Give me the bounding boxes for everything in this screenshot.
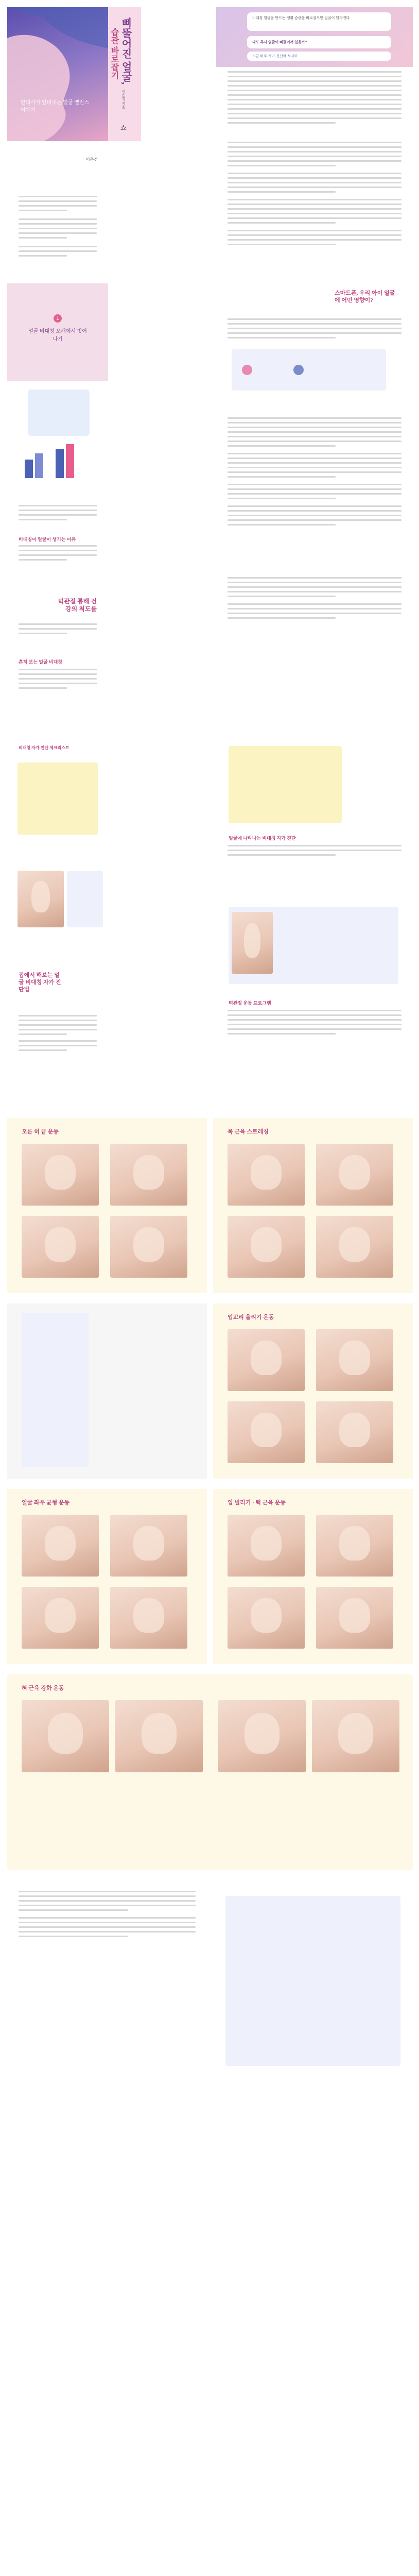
exercise-3-list bbox=[22, 1313, 89, 1467]
people-illustration bbox=[28, 389, 90, 436]
text-page-1-body bbox=[228, 142, 401, 265]
exercise-4-photo-a bbox=[22, 1515, 99, 1577]
self-check-box bbox=[229, 746, 342, 823]
text-page-5 bbox=[213, 1880, 413, 2087]
smartphone-infobox bbox=[232, 349, 386, 391]
checklist-page bbox=[7, 742, 108, 845]
bar-graph bbox=[20, 439, 97, 480]
exercise-3-title: 입꼬리 올리기 운동 bbox=[228, 1314, 274, 1320]
text-page-4 bbox=[7, 1880, 207, 2087]
exercise-5-photo-d bbox=[316, 1587, 393, 1649]
exercise-page-5 bbox=[7, 1489, 207, 1664]
closing-list-box bbox=[225, 1896, 400, 2066]
section-title-program: 턱관절 운동 프로그램 bbox=[229, 1001, 271, 1006]
exercise-6-photo-c bbox=[218, 1700, 306, 1772]
back-cta: 지금 바로 자가 진단해 보세요 bbox=[252, 55, 298, 58]
text-page-4-body bbox=[19, 1891, 196, 2071]
exercise-3-photo-b bbox=[316, 1329, 393, 1391]
infobox-icon-right bbox=[293, 365, 304, 375]
self-check-page bbox=[216, 742, 413, 886]
exercise-1-photo-b bbox=[110, 1144, 187, 1206]
section-title-self-check: 얼굴에 나타나는 비대칭 자가 진단 bbox=[229, 836, 296, 841]
tmj-program-page bbox=[216, 902, 413, 1108]
face-photo-page bbox=[7, 855, 108, 958]
home-check-title-page bbox=[7, 969, 108, 1103]
author-bio-text bbox=[19, 196, 97, 258]
tmj-text bbox=[19, 623, 97, 634]
exercise-page-3 bbox=[7, 1303, 207, 1479]
section-title-reasons: 비대칭이 얼굴이 생기는 이유 bbox=[19, 537, 76, 542]
checklist-box bbox=[18, 762, 98, 835]
exercise-3-photo-a bbox=[228, 1329, 305, 1391]
reasons-text-1 bbox=[19, 505, 97, 531]
text-page-3 bbox=[216, 567, 413, 696]
back-question: 나도 혹시 얼굴이 삐뚤어져 있을까? bbox=[252, 41, 307, 44]
back-blurb: 비대칭 얼굴을 만드는 생활 습관을 바로잡으면 얼굴이 달라진다 bbox=[252, 16, 350, 20]
reasons-page bbox=[7, 495, 108, 587]
section-title-home-check: 집에서 해보는 얼굴 비대칭 자가 진단법 bbox=[19, 972, 61, 993]
common-asymmetry-page bbox=[7, 654, 108, 732]
program-text bbox=[228, 1010, 401, 1092]
exercise-2-photo-c bbox=[228, 1216, 305, 1278]
diagnostic-box bbox=[67, 871, 103, 927]
exercise-1-title: 오른 혀 끝 운동 bbox=[22, 1129, 59, 1135]
face-photo bbox=[18, 871, 64, 927]
infobox-icon-left bbox=[242, 365, 252, 375]
preface-page bbox=[216, 67, 413, 129]
exercise-4-photo-b bbox=[110, 1515, 187, 1577]
common-text bbox=[19, 669, 97, 716]
exercise-1-photo-a bbox=[22, 1144, 99, 1206]
book-spine bbox=[108, 7, 141, 141]
section-title-tmj: 턱관절 통해 건강의 척도를 bbox=[58, 598, 97, 613]
home-check-text bbox=[19, 1015, 97, 1087]
exercise-5-photo-c bbox=[228, 1587, 305, 1649]
exercise-6-title: 혀 근육 강화 운동 bbox=[22, 1685, 64, 1691]
section-page-smartphone bbox=[216, 282, 413, 406]
spine-author: 이은경 지음 bbox=[121, 90, 125, 109]
exercise-1-photo-d bbox=[110, 1216, 187, 1278]
author-page bbox=[7, 149, 108, 273]
exercise-6-photo-b bbox=[115, 1700, 203, 1772]
exercise-page-1 bbox=[7, 1118, 207, 1293]
text-page-1 bbox=[216, 131, 413, 281]
section-title-smartphone: 스마트폰, 우리 아이 얼굴에 어떤 영향이? bbox=[335, 290, 395, 303]
exercise-page-4 bbox=[213, 1303, 413, 1479]
book-cover-back bbox=[216, 7, 413, 67]
cover-subtitle: 한의사가 알려주는 얼굴 밸런스 이야기 bbox=[21, 100, 90, 113]
exercise-page-6 bbox=[213, 1489, 413, 1664]
section-title-common: 흔히 보는 얼굴 비대칭 bbox=[19, 659, 62, 665]
exercise-1-photo-c bbox=[22, 1216, 99, 1278]
exercise-6-photo-a bbox=[22, 1700, 109, 1772]
exercise-4-photo-c bbox=[22, 1587, 99, 1649]
text-page-3-body bbox=[228, 577, 401, 680]
exercise-2-photo-a bbox=[228, 1144, 305, 1206]
chapter-title: 얼굴 비대칭 오해에서 벗어나기 bbox=[28, 329, 87, 342]
program-photo bbox=[232, 912, 273, 974]
self-check-text bbox=[228, 845, 401, 871]
tmj-title-page bbox=[7, 592, 108, 649]
spine-publisher-mark: 쇼 bbox=[120, 124, 127, 131]
checklist-title: 비대칭 자가 진단 체크리스트 bbox=[19, 745, 69, 750]
face-profile-illustration bbox=[7, 7, 108, 141]
text-page-2 bbox=[216, 407, 413, 562]
preface-text bbox=[228, 71, 401, 113]
book-cover-front bbox=[7, 7, 108, 141]
exercise-page-7 bbox=[7, 1674, 413, 1870]
exercise-4-photo-d bbox=[110, 1587, 187, 1649]
chapter-number: 1 bbox=[54, 314, 62, 323]
text-page-2-body bbox=[228, 417, 401, 546]
exercise-page-2 bbox=[213, 1118, 413, 1293]
exercise-2-photo-b bbox=[316, 1144, 393, 1206]
author-name: 이은경 bbox=[85, 157, 98, 162]
reasons-text-2 bbox=[19, 545, 97, 572]
chapter-opener bbox=[7, 283, 108, 381]
spine-subtitle: 습관 바로잡기 bbox=[110, 28, 118, 79]
spine-title: 삐뚤어진 얼굴, bbox=[120, 18, 131, 84]
exercise-5-title: 입 벌리기 · 턱 근육 운동 bbox=[228, 1500, 286, 1506]
exercise-2-title: 목 근육 스트레칭 bbox=[228, 1129, 269, 1135]
exercise-3-photo-d bbox=[316, 1401, 393, 1463]
exercise-2-photo-d bbox=[316, 1216, 393, 1278]
exercise-5-photo-b bbox=[316, 1515, 393, 1577]
exercise-5-photo-a bbox=[228, 1515, 305, 1577]
exercise-3-photo-c bbox=[228, 1401, 305, 1463]
exercise-6-photo-d bbox=[312, 1700, 399, 1772]
exercise-4-title: 얼굴 좌우 균형 운동 bbox=[22, 1500, 70, 1506]
illustration-page bbox=[7, 385, 108, 488]
